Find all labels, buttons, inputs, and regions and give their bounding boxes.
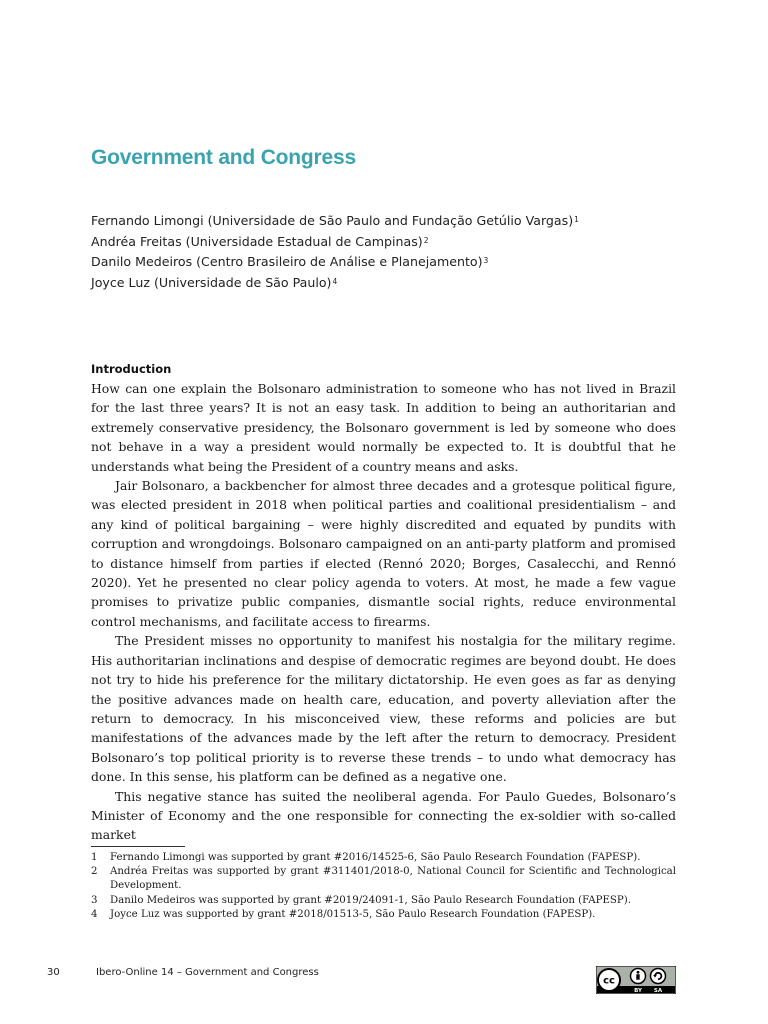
body-text <box>91 379 676 845</box>
paragraph: This negative stance has suited the neoliberal agenda. For Paulo Guedes, Bolsonaro’s Minister of Economy and the one responsible for connecting the ex-soldier with so-called market <box>91 788 676 843</box>
footnote-text: Fernando Limongi was supported by grant #2016/14525-6, São Paulo Research Foundation (FAPESP). <box>110 852 641 863</box>
footnote-ref[interactable]: 2 <box>423 235 429 245</box>
author-line <box>91 232 691 253</box>
footnote-number: 4 <box>91 908 98 920</box>
footnotes <box>91 851 676 922</box>
author-name: Joyce Luz (Universidade de São Paulo) <box>91 274 332 290</box>
license-sa-label: SA <box>653 988 663 994</box>
chapter-title: Government and Congress <box>91 146 356 169</box>
footnote <box>91 908 676 922</box>
footnote-ref[interactable]: 3 <box>483 256 489 265</box>
author-name: Andréa Freitas (Universidade Estadual de Campinas) <box>91 233 423 249</box>
license-by-label: BY <box>634 988 642 994</box>
footnote-divider <box>91 846 185 847</box>
section-heading: Introduction <box>91 362 172 376</box>
svg-text:cc: cc <box>603 975 615 987</box>
footnote-text: Andréa Freitas was supported by grant #311401/2018-0, National Council for Scientific and Technological Development. <box>110 866 676 892</box>
footnote <box>91 865 676 893</box>
author-name: Danilo Medeiros (Centro Brasileiro de Análise e Planejamento) <box>91 254 483 269</box>
footnote-text: Joyce Luz was supported by grant #2018/01513-5, São Paulo Research Foundation (FAPESP). <box>110 908 596 920</box>
cc-by-sa-icon[interactable] <box>596 966 676 994</box>
page-number: 30 <box>47 967 60 978</box>
footnote-number: 2 <box>91 866 98 878</box>
author-name: Fernando Limongi (Universidade de São Paulo and Fundação Getúlio Vargas) <box>91 213 574 228</box>
footnote-text: Danilo Medeiros was supported by grant #2019/24091-1, São Paulo Research Foundation (FAPESP). <box>110 894 631 906</box>
footnote-number: 3 <box>91 894 98 906</box>
footnote-ref[interactable]: 1 <box>574 215 579 224</box>
author-line <box>91 252 691 273</box>
paragraph: The President misses no opportunity to manifest his nostalgia for the military regime. His authoritarian inclinations and despise of democratic regimes are beyond doubt. He does not try to hide his preference for the military dictatorship. He even goes as far as denying the positive advances made on health care, education, and poverty alleviation after the return to democracy. In his misconceived view, these reforms and policies are but manifestations of the advances made by the left after the return to democracy. President Bolsonaro’s top political priority is to reverse these trends – to undo what democracy has done. In this sense, his platform can be defined as a negative one. <box>91 633 676 785</box>
footnote-ref[interactable]: 4 <box>332 276 338 286</box>
author-line <box>91 211 691 232</box>
footnote-number: 1 <box>91 852 98 863</box>
paragraph: How can one explain the Bolsonaro administration to someone who has not lived in Brazil for the last three years? It is not an easy task. In addition to being an authoritarian and extremely conservative presidency, the Bolsonaro government is led by someone who does not behave in a way a president would normally be expected to. It is doubtful that he understands what being the President of a country means and asks. <box>91 381 676 474</box>
author-line <box>91 273 691 294</box>
running-footer: Ibero-Online 14 – Government and Congress <box>96 967 319 978</box>
paragraph: Jair Bolsonaro, a backbencher for almost three decades and a grotesque political figure, was elected president in 2018 when political parties and coalitional presidentialism – and any kind of political bargaining – were highly discredited and equated by pundits with corruption and wrongdoings. Bolsonaro campaigned on an anti-party platform and promised to distance himself from parties if elected (Rennó 2020; Borges, Casalecchi, and Rennó 2020). Yet he presented no clear policy agenda to voters. At most, he made a few vague promises to privatize public companies, dismantle social rights, reduce environmental control mechanisms, and facilitate access to firearms. <box>91 478 676 629</box>
author-list <box>91 211 691 293</box>
footnote <box>91 851 676 865</box>
footnote <box>91 894 676 908</box>
